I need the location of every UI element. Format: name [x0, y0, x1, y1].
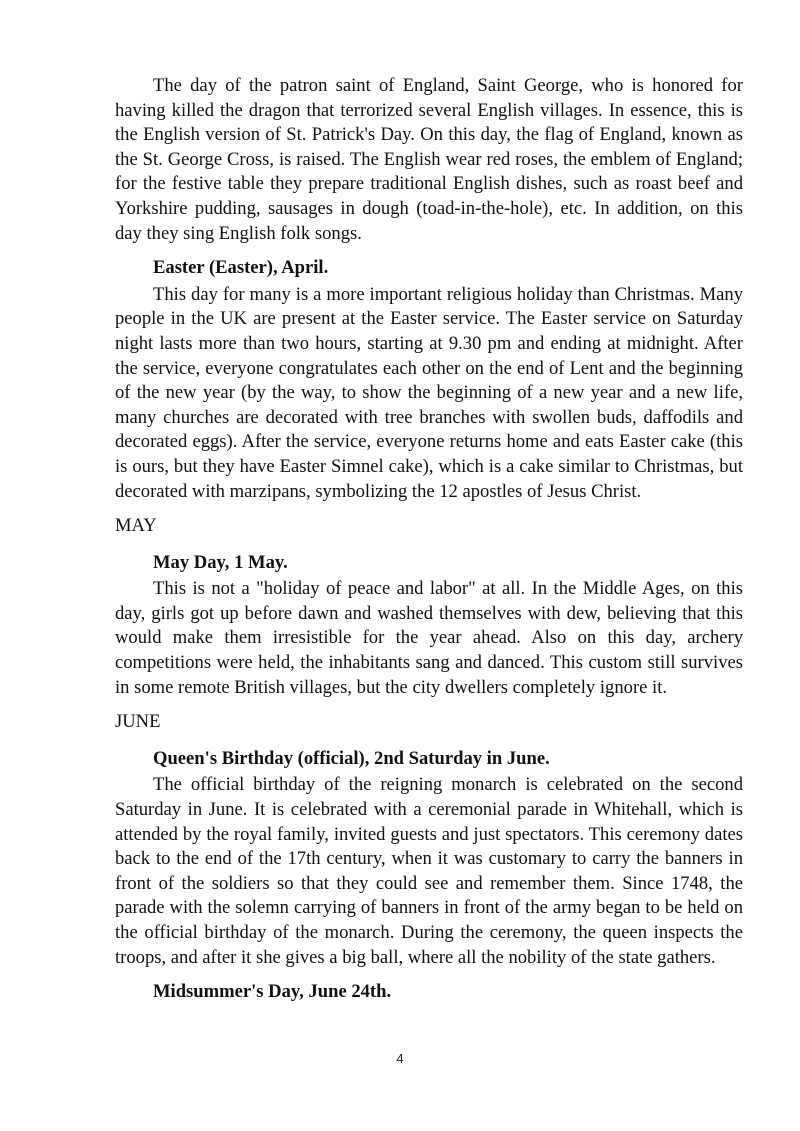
st-george-paragraph: The day of the patron saint of England, Saint George, who is honored for having killed the dragon that terrorized several English villages. In essence, this is the English version of St. Patrick's Day. On this day, the flag of England, known as the St. George Cross, is raised. The English wear red roses, the emblem of England; for the festive table they prepare traditional English dishes, such as roast beef and Yorkshire pudding, sausages in dough (toad-in-the-hole), etc. In addition, on this day they sing English folk songs. [115, 75, 743, 244]
month-label-may: MAY [115, 515, 157, 537]
month-label-june: JUNE [115, 711, 161, 733]
mayday-heading: May Day, 1 May. [153, 551, 288, 573]
queens-birthday-paragraph: The official birthday of the reigning monarch is celebrated on the second Saturday in June. It is celebrated with a ceremonial parade in Whitehall, which is attended by the royal family, invited guests and just spectators. This ceremony dates back to the end of the 17th century, when it was customary to carry the banners in front of the soldiers so that they could see and remember them. Since 1748, the parade with the solemn carrying of banners in front of the army began to be held on the official birthday of the monarch. During the ceremony, the queen inspects the troops, and after it she gives a big ball, where all the nobility of the state gathers. [115, 774, 743, 968]
mayday-paragraph: This is not a "holiday of peace and labor" at all. In the Middle Ages, on this day, girls got up before dawn and washed themselves with dew, believing that this would make them irresistible for the year ahead. Also on this day, archery competitions were held, the inhabitants sang and danced. This custom still survives in some remote British villages, but the city dwellers completely ignore it. [115, 578, 743, 698]
easter-paragraph: This day for many is a more important religious holiday than Christmas. Many people in the UK are present at the Easter service. The Easter service on Saturday night lasts more than two hours, starting at 9.30 pm and ending at midnight. After the service, everyone congratulates each other on the end of Lent and the beginning of the new year (by the way, to show the beginning of a new year and a new life, many churches are decorated with tree branches with swollen buds, daffodils and decorated eggs). After the service, everyone returns home and eats Easter cake (this is ours, but they have Easter Simnel cake), which is a cake similar to Christmas, but decorated with marzipans, symbolizing the 12 apostles of Jesus Christ. [115, 283, 743, 502]
midsummer-heading: Midsummer's Day, June 24th. [153, 981, 392, 1003]
document-page [115, 74, 743, 1007]
page-number: 4 [396, 1051, 404, 1066]
queens-birthday-heading: Queen's Birthday (official), 2nd Saturday in June. [153, 747, 550, 769]
easter-heading: Easter (Easter), April. [153, 257, 329, 279]
